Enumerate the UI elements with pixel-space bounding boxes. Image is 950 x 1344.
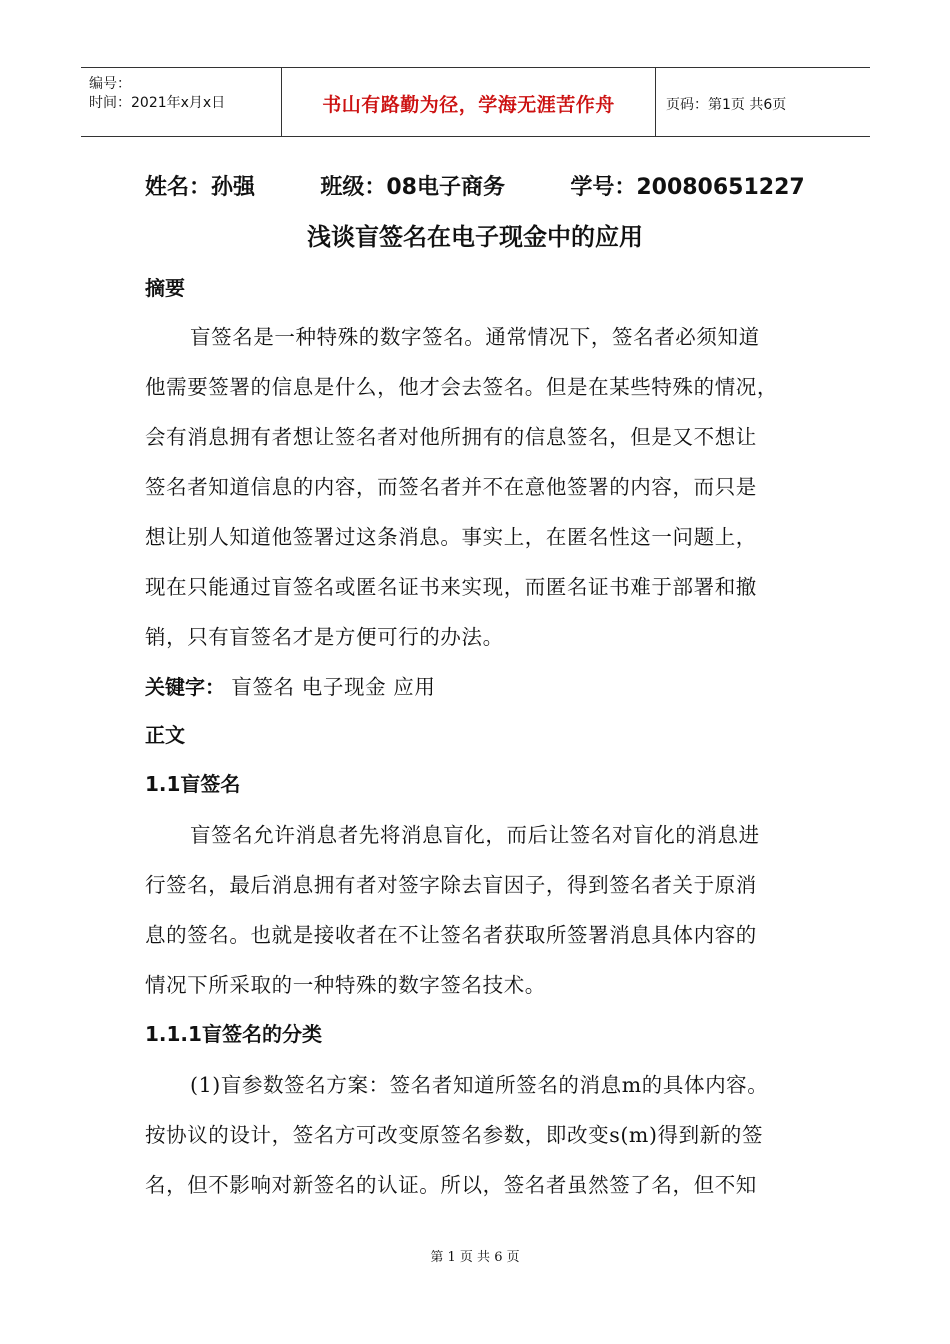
abstract-line: 盲签名是一种特殊的数字签名。通常情况下，签名者必须知道	[190, 325, 760, 349]
header-meta-cell	[81, 68, 281, 136]
header-page-cell	[654, 68, 870, 136]
author-class: 班级：08电子商务	[320, 175, 505, 200]
abstract-line: 他需要签署的信息是什么，他才会去签名。但是在某些特殊的情况，	[145, 375, 778, 399]
paragraph-line: (1)盲参数签名方案：签名者知道所签名的消息m的具体内容。	[190, 1073, 769, 1097]
author-student-id: 学号：20080651227	[570, 175, 805, 200]
abstract-line: 签名者知道信息的内容，而签名者并不在意他签署的内容，而只是	[145, 475, 757, 499]
abstract-line: 会有消息拥有者想让签名者对他所拥有的信息签名，但是又不想让	[145, 425, 757, 449]
section-heading-1-1-1: 1.1.1盲签名的分类	[145, 1022, 322, 1046]
time-label: 时间：2021年x月x日	[89, 95, 226, 111]
paragraph-line: 情况下所采取的一种特殊的数字签名技术。	[145, 973, 546, 997]
page-info: 页码：第1页 共6页	[666, 97, 787, 113]
keywords-value: 盲签名 电子现金 应用	[231, 675, 436, 699]
abstract-heading: 摘要	[145, 276, 185, 300]
keywords-label: 关键字：	[145, 675, 225, 699]
author-info	[145, 170, 805, 201]
motto: 书山有路勤为径，学海无涯苦作舟	[322, 94, 615, 116]
keywords	[145, 670, 436, 700]
abstract-line: 销，只有盲签名才是方便可行的办法。	[145, 625, 504, 649]
body-heading: 正文	[145, 723, 185, 747]
section-heading-1-1: 1.1盲签名	[145, 772, 241, 796]
page-header	[81, 67, 870, 137]
abstract-line: 想让别人知道他签署过这条消息。事实上，在匿名性这一问题上，	[145, 525, 757, 549]
number-label: 编号：	[89, 76, 131, 92]
header-motto-cell	[281, 68, 656, 136]
paragraph-line: 按协议的设计，签名方可改变原签名参数，即改变s(m)得到新的签	[145, 1123, 764, 1147]
paragraph-line: 盲签名允许消息者先将消息盲化，而后让签名对盲化的消息进	[190, 823, 760, 847]
paragraph-line: 名，但不影响对新签名的认证。所以，签名者虽然签了名，但不知	[145, 1173, 757, 1197]
paragraph-line: 息的签名。也就是接收者在不让签名者获取所签署消息具体内容的	[145, 923, 757, 947]
author-name: 姓名：孙强	[145, 175, 256, 200]
page-footer: 第 1 页 共 6 页	[430, 1250, 520, 1265]
document-title: 浅谈盲签名在电子现金中的应用	[307, 223, 643, 251]
paragraph-line: 行签名，最后消息拥有者对签字除去盲因子，得到签名者关于原消	[145, 873, 757, 897]
abstract-line: 现在只能通过盲签名或匿名证书来实现，而匿名证书难于部署和撤	[145, 575, 757, 599]
